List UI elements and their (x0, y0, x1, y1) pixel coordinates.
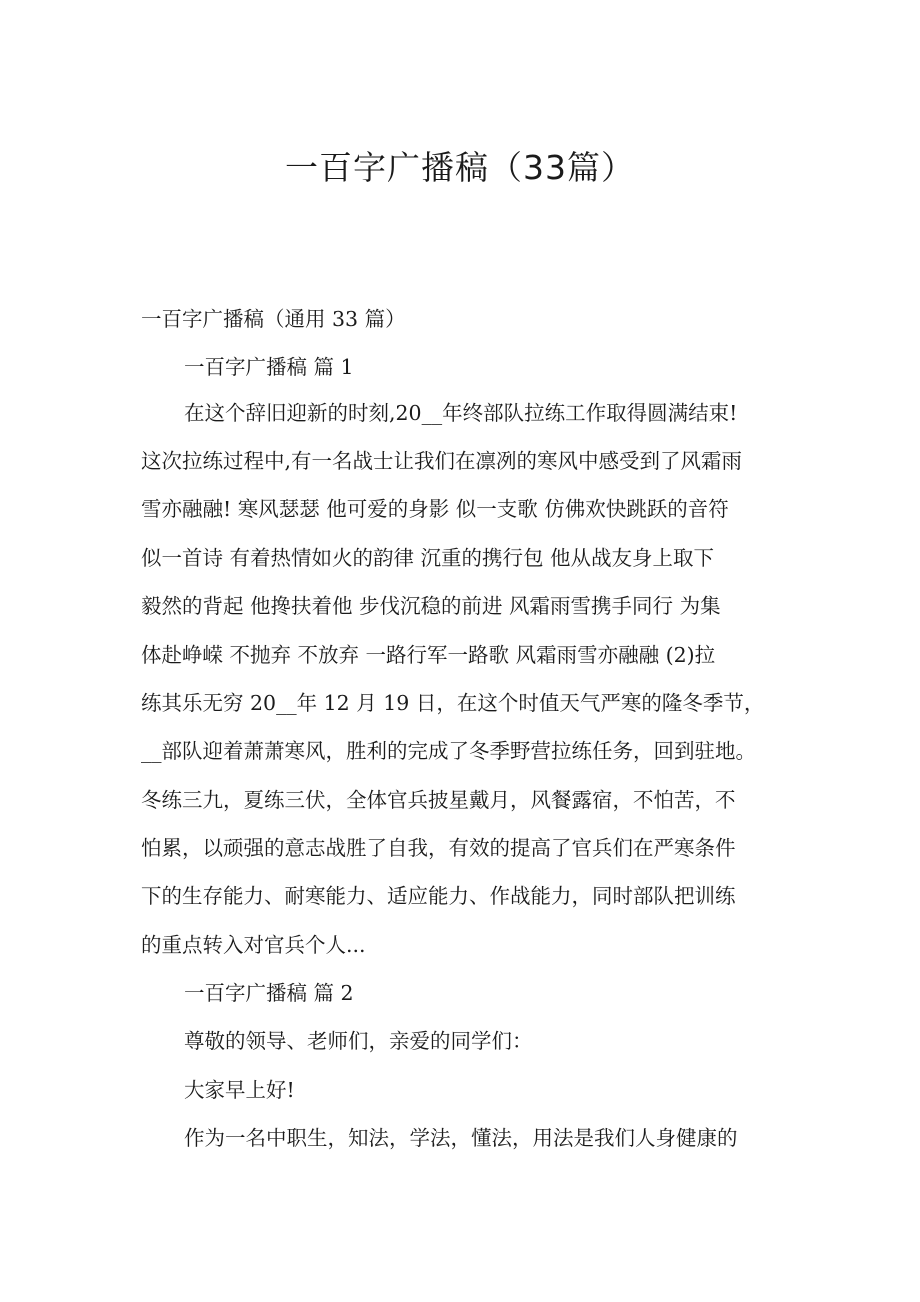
section-heading-2: 一百字广播稿 篇 2 (184, 981, 354, 1005)
paragraph-line: 下的生存能力、耐寒能力、适应能力、作战能力，同时部队把训练 (141, 884, 736, 908)
paragraph-line: 雪亦融融! 寒风瑟瑟 他可爱的身影 似一支歌 仿佛欢快跳跃的音符 (141, 497, 729, 521)
paragraph-line: 作为一名中职生，知法，学法，懂法，用法是我们人身健康的 (184, 1126, 738, 1150)
paragraph-line: 体赴峥嵘 不抛弃 不放弃 一路行军一路歌 风霜雨雪亦融融 (2)拉 (141, 643, 716, 667)
paragraph-line: 似一首诗 有着热情如火的韵律 沉重的携行包 他从战友身上取下 (141, 546, 715, 570)
paragraph-line: 冬练三九，夏练三伏，全体官兵披星戴月，风餐露宿，不怕苦，不 (141, 788, 736, 812)
greeting-line: 尊敬的领导、老师们，亲爱的同学们： (184, 1029, 533, 1053)
paragraph-line: __部队迎着萧萧寒风，胜利的完成了冬季野营拉练任务，回到驻地。 (141, 739, 756, 763)
paragraph-line: 毅然的背起 他搀扶着他 步伐沉稳的前进 风霜雨雪携手同行 为集 (141, 594, 721, 618)
section-heading-1: 一百字广播稿 篇 1 (184, 355, 354, 379)
paragraph-line: 的重点转入对官兵个人... (141, 933, 366, 957)
paragraph-line: 这次拉练过程中,有一名战士让我们在凛冽的寒风中感受到了风霜雨 (141, 449, 743, 473)
greeting-line: 大家早上好! (184, 1078, 295, 1102)
subtitle: 一百字广播稿（通用 33 篇） (141, 307, 406, 331)
paragraph-line: 在这个辞旧迎新的时刻,20__年终部队拉练工作取得圆满结束! (184, 401, 738, 425)
paragraph-line: 练其乐无穷 20__年 12 月 19 日，在这个时值天气严寒的隆冬季节， (141, 691, 765, 715)
document-title: 一百字广播稿（33篇） (285, 148, 635, 187)
paragraph-line: 怕累，以顽强的意志战胜了自我，有效的提高了官兵们在严寒条件 (141, 836, 736, 860)
